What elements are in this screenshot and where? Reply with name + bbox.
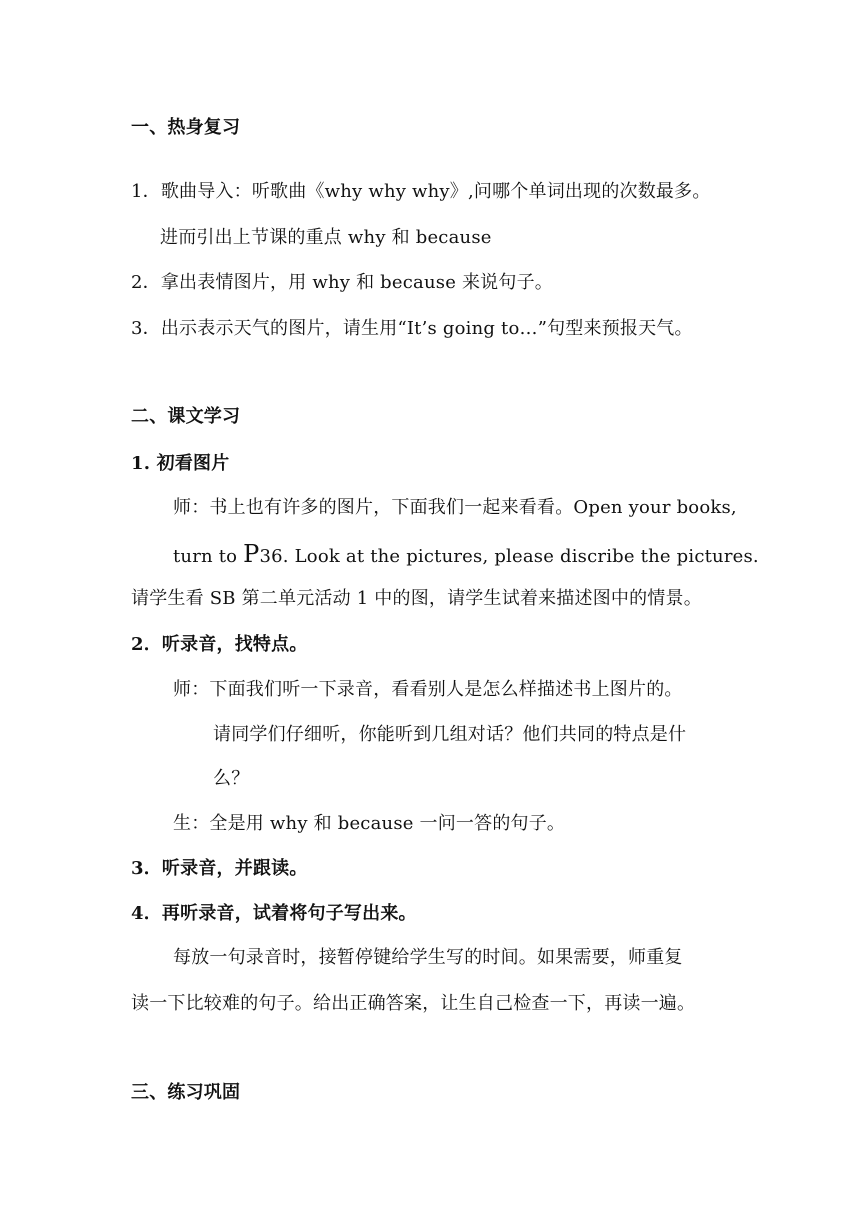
page-letter: P xyxy=(243,540,260,568)
practice-paragraph-1: 每放一句录音时，接暂停键给学生写的时间。如果需要，师重复 xyxy=(173,947,683,968)
student-instruction: 请学生看 SB 第二单元活动 1 中的图，请学生试着来描述图中的情景。 xyxy=(131,588,702,609)
page-instruction-text: 36. Look at the pictures, please discribe the pictures. xyxy=(259,546,759,567)
teacher-paragraph-3: 师：下面我们听一下录音，看看别人是怎么样描述书上图片的。 xyxy=(173,679,683,700)
section-1-item-3: 3．出示表示天气的图片，请生用“It’s going to…”句型来预报天气。 xyxy=(131,318,693,339)
teacher-paragraph-1: 师：书上也有许多的图片，下面我们一起来看看。Open your books, xyxy=(173,497,737,518)
section-1-item-1: 1．歌曲导入：听歌曲《why why why》,问哪个单词出现的次数最多。 xyxy=(131,181,711,202)
section-2-subheading-4: 4．再听录音，试着将句子写出来。 xyxy=(131,903,417,924)
section-2-subheading-3: 3．听录音，并跟读。 xyxy=(131,858,308,879)
section-3-title: 三、练习巩固 xyxy=(131,1082,241,1103)
practice-paragraph-2: 读一下比较难的句子。给出正确答案，让生自己检查一下，再读一遍。 xyxy=(131,993,696,1014)
section-1-item-2: 2．拿出表情图片，用 why 和 because 来说句子。 xyxy=(131,272,553,293)
section-1-item-1-cont: 进而引出上节课的重点 why 和 because xyxy=(160,227,492,248)
section-2-title: 二、课文学习 xyxy=(131,406,241,427)
student-paragraph: 生：全是用 why 和 because 一问一答的句子。 xyxy=(173,813,566,834)
teacher-paragraph-4: 请同学们仔细听，你能听到几组对话？他们共同的特点是什 xyxy=(213,724,687,745)
turn-to-text: turn to xyxy=(173,546,244,567)
teacher-paragraph-2 xyxy=(173,542,759,569)
section-2-subheading-1: 1. 初看图片 xyxy=(131,453,230,474)
teacher-paragraph-5: 么？ xyxy=(213,768,250,789)
section-2-subheading-2: 2．听录音，找特点。 xyxy=(131,634,308,655)
section-1-title: 一、热身复习 xyxy=(131,117,241,138)
